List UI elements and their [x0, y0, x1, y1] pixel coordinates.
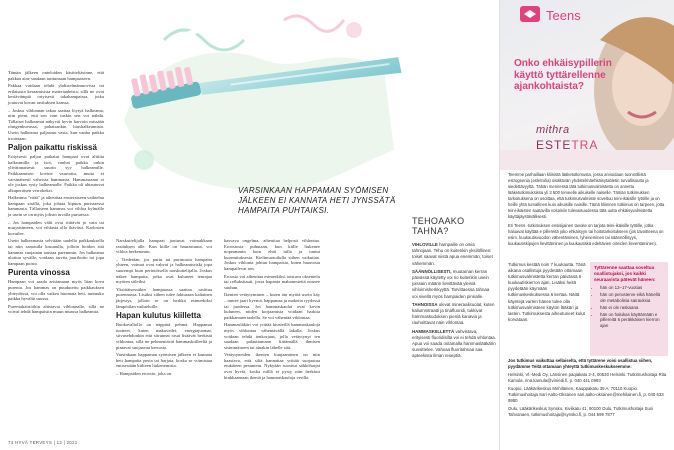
- paragraph: Ikenien vetäytyminen – kuten iän myötä usein käy – tuntee jaari kyvmä, happamaa ja makeita ryydessä tai juodessa. Jos hammaskaulat ovat kovin kuluneet, niiden korjaamista voidaan harkita paikkamateriaalella. Se voi vähentää vihlontaa.: [224, 292, 320, 320]
- paragraph: Narskuttelijalla hampaat joutuvat voimakkaan rasituksen alle. Kun kiille on haurastunut, voi vihloa herkemmin.: [116, 238, 212, 255]
- list-item: • hän on halukas käyttämään e pillereitä 6 peräkkäisen kierron ajan: [600, 312, 664, 329]
- paragraph: Erityisesti paljon paikatut hampaat ovat alttiita halkeamille ja isot, vanhat paikka onkin yliväinnaisesti suurin syy halkeamille. Paikkaamisen kovine vaurioitu, mutta ei varsinaisesti vahvista hammasta. Hammastanut ei ole joskus rysty halkeamalle. Paikka oli ahtautuvat alkuperäisen verrokeksi.: [8, 154, 104, 193]
- paragraph: Hammasläkäri voi yrittää kiusteillä hammaskauloja myös vihlontaa vähentävällä lakalla. Joskus voidaan tehdä ienkorjaus, jolla vetäytynyt ien saadaan palauttamaan liittämällä ihmisen sisimmäiseen tai ainakin lähelle sitä.: [224, 322, 320, 350]
- brand-product: [536, 138, 598, 152]
- paragraph: Pakkaa voidaan tehdä yhdistelmämuovista tai erilaisista keraamisista materiaaleista, sillä ne ovat kestävämpiä ortyisesti takahampaissa, jotka joutuvat kovan rasituksen kanssa.: [8, 83, 104, 105]
- eligibility-list: [594, 285, 664, 329]
- paragraph: Hampaan voi saada aristamaan myös liian kova purenta. Jos hammas on puudutettu paikkauksen yhteydessä, voi olla vaikea huomata heti, tuntuuko paikka hyvältä suussa.: [8, 279, 104, 302]
- sidebar-term: VIHLOVILLE: [412, 242, 438, 247]
- page-footer: 74 HYVÄ TERVEYS | 12 | 2021: [8, 440, 78, 445]
- advert-headline: Onko ehkäisypillerin käyttö tyttärellenne ajankohtaista?: [514, 58, 612, 92]
- paragraph: – Jos hampaiden välit ovat riittävät jo vain tai murjaisimeen, voi vihlasta olla ikävästi. Karlosien kuvailee.: [8, 219, 104, 236]
- advert-intro: [508, 172, 668, 250]
- sidebar-box: [412, 242, 496, 362]
- list-item: • hän ei ole raskaana: [600, 305, 664, 311]
- eligibility-heading: Tyttärenne saattaa soveltua osallistujaksi, jos kaikki seuraavista pätevät häneen:: [594, 265, 656, 282]
- right-page-advert: [500, 0, 674, 450]
- eligibility-box: [590, 262, 668, 356]
- sidebar-text: hampaille on omia tahnojaan. Teho on kuitenkin yksilöllinen: toiset saavat niistä apua enemmän, toiset vähemmän.: [412, 242, 493, 266]
- contact-heading: [508, 358, 668, 370]
- paragraph: Eri Teens -tutkimuksen ensisijainen tavoite on tarjota teini-ikäisille tytöille, jotka haluavat käyttää e pillereitä joko ehkäisyyn tai hoitotarkoitukseen (jos tavoitteena on esim. kuukautisvuodon vähentäminen, lyheneminen tai säännöllisyys, kuukautiskipujen lievittäminen ja kuukautiskä edeltävien oireiden lieventäminen).: [508, 223, 664, 246]
- paragraph: – Joskus vihlonnan takaa saattaa löytyä halkeama, niin pieni, että sen vain tuskin sen voi nähdä. Tällaiset halkeamat näkyvät hyvin harvoin missään röntgenkuvassa, pahaisankin hiushalkeamista. Usein halkeama paljastuu vasta, kun vanha paikka irrotetaan.: [8, 107, 104, 141]
- brand-name: mithra: [536, 124, 570, 136]
- paragraph: Halkeama "väää" ja aiheuttaa ensteraiseen vaihtelua hampaan sisällä, joka johtaa kipuun puristaessa hammasta. Tällaiseen hammas voi vihloa kylmälle ja usein se on myös jolisin tuvalla purtaessa.: [8, 195, 104, 218]
- sidebar-item: [412, 242, 496, 267]
- paragraph: – Tiedetään, jos purtu tai purimusta hampaita yhteen, voimat ovat vahvat ja halkeamisriski jopa suurempi kuin perintöisellä narskuttelijalla. Joskus näkee hampaita, jotka ovat kuluneet ienrajaa myöten siileiksi.: [116, 256, 212, 285]
- paragraph: Yksittäisessäkin hampaassa saattaa rasittua purennassa. Lisäksi siihen tulee fakturaan kaltainen järjestys, jolloin se on herkkä esimerkiksi lämpötilan vaihteluille.: [116, 286, 212, 309]
- section-heading: Paljon paikattu riskissä: [8, 143, 97, 153]
- contact-heading-text: Jos tutkimus vaikuttaa sellaiselta, että tyttärene voisi osallistua siihen, pyydämme Teitä ottamaan yhteyttä tutkimuskeskukseemme:: [508, 358, 653, 369]
- pull-quote: VARSINKAAN HAPPAMAN SYÖMISEN JÄLKEEN EI KANNATA HETI JYNSSÄTÄ HAMPAITA PUHTAIKSI.: [238, 186, 396, 215]
- sidebar-item: [412, 269, 496, 300]
- sidebar-text: muutaman kerran päivässä käytetty voi no kuitenkin usein joissain määrin lievittävää yleisiä vihloimisherkkyyttä. Tarvittaessa tahnaa voi sivellä myös hampaiden pinnalle.: [412, 268, 490, 299]
- paragraph: – Hampaiden eroosio, joka on: [116, 370, 172, 376]
- paragraph: Usein halkeamasta selvitään uudella paikkauksella tai niin sanotulla kruunulla, jolloin hoidon sitä hammas suojataan taustaa paremmin. Jos halkeama ulottuu syvälle, voidaan tarvita juurihoito tai jopa hampaan poisto.: [8, 238, 104, 266]
- brand-product-prefix: ESTE: [536, 138, 572, 152]
- sidebar-term: SÄÄNNÖLLISESTI,: [412, 268, 452, 274]
- contact-item: Kuopio, Lääkärikeskus Mehiläinen, Kauppakatu 39 A, 70110 Kuopio. Tutkimushoitaja Sari Aalto-Oksanen sari.aalto-oksanen@mehilainen.fi, p. 040 633 9950: [508, 386, 664, 403]
- sidebar-item: [412, 302, 496, 327]
- study-details: Tutkimus kestää noin 7 kuukautta. Tänä aikana osallistuja pyydetään ottamaan tutkimusvalmistetta kerran päivässä 6 kuukautiskierron ajan. Lisäksi heitä pyydetään käymään tutkimuskeskuksessa 6 kertaa. Näitä käyntejä varten hänen tulee olla tutkimusvalmisteen käytön lääkäri ja lasten. Tutkimuksesta aiheutuneet kulut korvataan.: [508, 262, 586, 322]
- paragraph: Varsinkaan happaman syömisen jälkeen ei kannata heti hampaita pesta tai harjata, koska se voimistaa entisestään kiilteen liukenemista.: [116, 352, 212, 369]
- sidebar-heading: TEHOAAKO TAHNA?: [412, 216, 465, 236]
- list-item: • hän on 12–17-vuotias: [600, 285, 664, 291]
- paragraph: Ruokavaliolla on näppärä pehmä. Happamat tuotteet, kuten makuvedet, energiajuomat, siivusehdonkin että sitruunat rasat lisäävät herkistä vihlontaa, sillä ne pehmentävät hammaskiilleeltä ja pintavat suojaavaa kerrosta.: [116, 322, 212, 350]
- contact-item: Oulu, Lääkärikeskus Synsko, Kiviikatu 41, 90100 Oulu. Tutkimushoitaja Susi Tahvanaen, tutkimushoitaja@synsko.fi, p. 044 599 7877: [508, 406, 653, 417]
- sidebar-item: [412, 329, 496, 360]
- teens-logo-text: Teens: [546, 8, 581, 23]
- paragraph: kasvava ongelma, aiheuttaa helposti vihlontaa. Eroosiosta puhutaan, kun kiille liukenee nopeammin kuin ehtii tulla ja tuntui kuormituksesta. Kielimuotoilulla siihen vaikuttaa. Joskus vihlonta johtuu hampaista, kuten huonosta hampailevat sen.: [224, 238, 320, 271]
- hero-image: [500, 0, 674, 170]
- sidebar-text: olevat mineraalisuolat, kuten kaliumnitraatti ja tinafluoridi, tukkivat hammaskudoksen pieniä kanavia ja rauhoittavat näin vihlontaa.: [412, 301, 495, 326]
- list-item: • hän on perusterve eikä hänellä ole metabolisia sairauksia: [600, 292, 664, 304]
- sidebar-term: TAHNOISSA: [412, 301, 438, 307]
- contact-item: Helsinki, Vl.-Medi Oy, Länsinen paqiakatu 2-4, 00530 Helsinki. Tutkimushoitaja Rita Kamula, rina.kamula@vimedi.fi, p. 040 441 0993: [508, 372, 667, 383]
- sidebar-text: vahvistava, erityisesti fluoridisilta voi ei tehdä vihlontaa. Apua voi saada ostamalla hammaslääkärin suosittelee. Vahvaa fluoritahnaa saa apteekista ilman reseptiä.: [412, 328, 496, 359]
- section-heading: Hapan kulutus kiilletta: [116, 311, 201, 321]
- article-column-3: [224, 238, 320, 382]
- paragraph: Eroosio voi aiheuttaa esimerkiksi toistuva oksentelu tai refluksitauti, jossa hapanta mahanestettä nousee suuhun.: [224, 273, 320, 290]
- paragraph: Vetäytyneiden ikenien kunjaaminen on niin haastava, että siltä kannattaa yrittää suojautua etukäteen pesuntein. Nykyään suositut sähköharjat ovat hyviä, koska niillä ei pysty niin herkästi hinkkaamaan ikeniä ja hammaskauloja verilla.: [224, 352, 320, 380]
- article-column-1: [8, 70, 104, 317]
- paragraph: Tämän jälkeen onteloiden käsitteliäsinne, että pakkaa aine saadaan tarttumaan hampaaseen.: [8, 70, 104, 81]
- section-heading: Purenta vinossa: [8, 268, 70, 278]
- paragraph: Teemme parhaillaan kliinistä lääketutkimusta, jossa arvioidaan tuonnöllistä estrogeenia (estetrolia) sisältävän yhdistelmäehkäisytabletin turvallisuutta ja siedettävyyttä. Tähän mennessä tätä tutkimusvalmistetta on annettu lääketutkimuksissa yli 3 500 terveelle aikuiselle naiselle. Tämän tutkimuksen tarkoituksena on osoittaa, että tutkimusvalmiste soveltuu teini-ikäisille tytöille ja on heille yhtä turvallinen kuin aikuisille naisille. Tämä kliininen tutkimus on tarpeen, jotta teini-ikäisten saatavilla voitaisiin tulevaisuudessa tätä uutta ehkäisyvalmistetta käyttäjäystävällisesti.: [508, 172, 665, 219]
- brand-product-suffix: TRA: [571, 138, 599, 152]
- sidebar-term: HAMMASKIILLETTÄ: [412, 328, 455, 334]
- contact-section: [508, 358, 668, 420]
- article-column-2: [116, 238, 212, 378]
- paragraph: Purentahäiriöihin altistavat vihlonnalle, sillä ne voivat tehdä hampaisiin muun muassa halkeamia.: [8, 303, 104, 315]
